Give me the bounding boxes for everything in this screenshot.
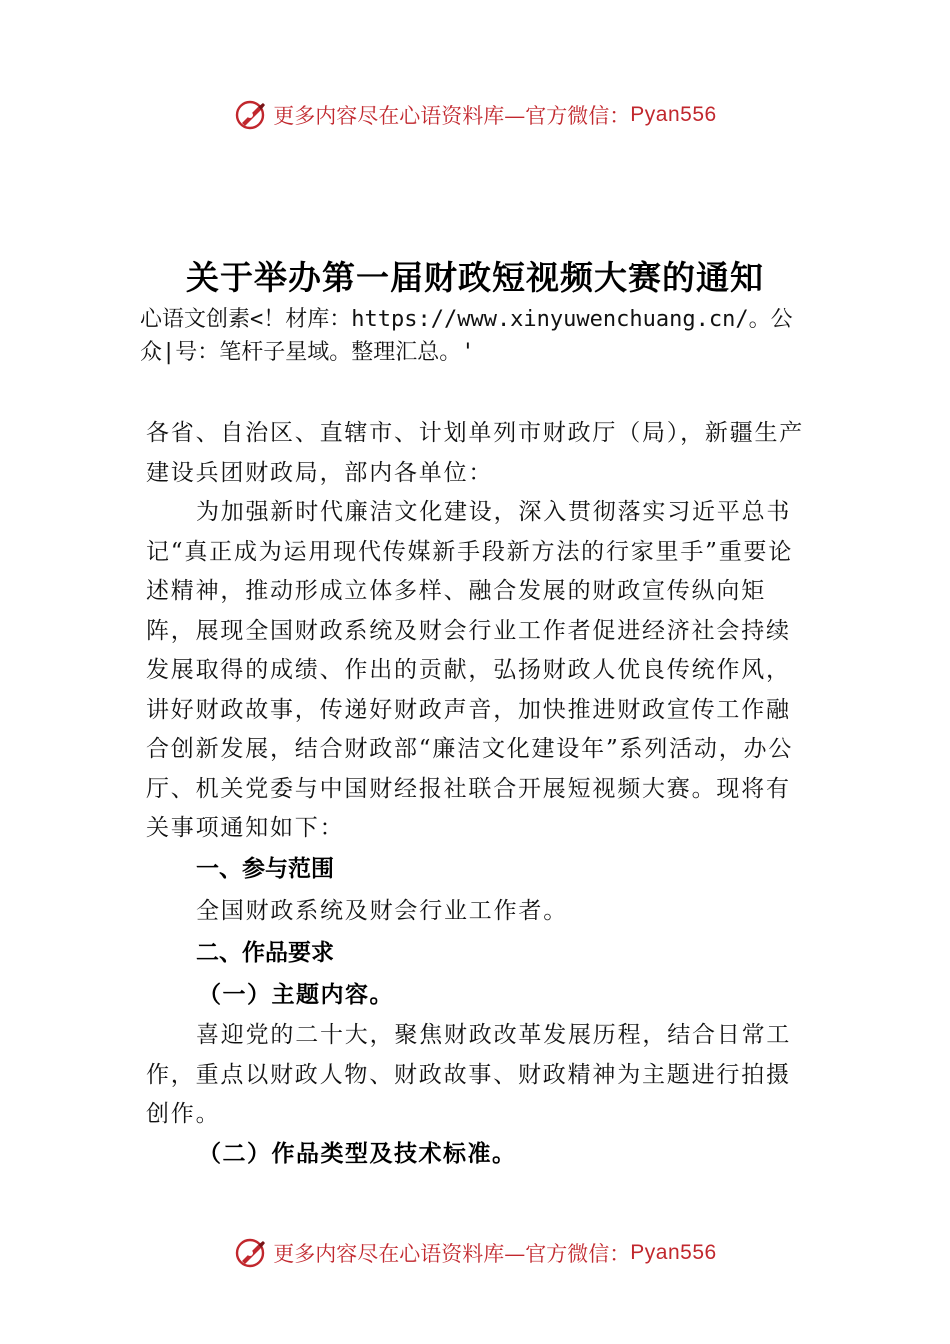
subsection-heading-type: （二）作品类型及技术标准。 [198,1140,517,1167]
subsection-heading-theme: （一）主题内容。 [198,981,394,1008]
addressee-paragraph: 各省、自治区、直辖市、计划单列市财政厅（局），新疆生产建设兵团财政局，部内各单位： [146,420,805,486]
source-note: 心语文创素<！材库：https://www.xinyuwenchuang.cn/。公众|号：笔杆子星域。整理汇总。' [140,307,793,365]
banner-text: 更多内容尽在心语资料库—官方微信： [273,1242,631,1266]
scope-paragraph: 全国财政系统及财会行业工作者。 [196,898,568,924]
section-heading-scope: 一、参与范围 [196,856,334,882]
wechat-id: Pyan556 [630,103,717,126]
banner-text: 更多内容尽在心语资料库—官方微信： [273,104,631,128]
header-banner [0,95,950,135]
pen-logo-icon [233,1235,269,1271]
pen-logo-icon [233,97,269,133]
wechat-id: Pyan556 [630,1241,717,1264]
document-title: 关于举办第一届财政短视频大赛的通知 [186,258,764,297]
theme-paragraph: 喜迎党的二十大，聚焦财政改革发展历程，结合日常工作，重点以财政人物、财政故事、财政精神为主题进行拍摄创作。 [146,1022,792,1127]
footer-banner [0,1233,950,1273]
intro-paragraph: 为加强新时代廉洁文化建设，深入贯彻落实习近平总书记“真正成为运用现代传媒新手段新方法的行家里手”重要论述精神，推动形成立体多样、融合发展的财政宣传纵向矩阵，展现全国财政系统及财会行业工作者促进经济社会持续发展取得的成绩、作出的贡献，弘扬财政人优良传统作风， 讲好财政故事，传递好财政声音，加快推进财政宣传工作融合创新发展，结合财政部“廉洁文化建设年”系列活动，办公厅、机关党委与中国财经报社联合开展短视频大赛。现将有关事项通知如下： [146,499,794,841]
section-heading-requirements: 二、作品要求 [196,940,334,966]
